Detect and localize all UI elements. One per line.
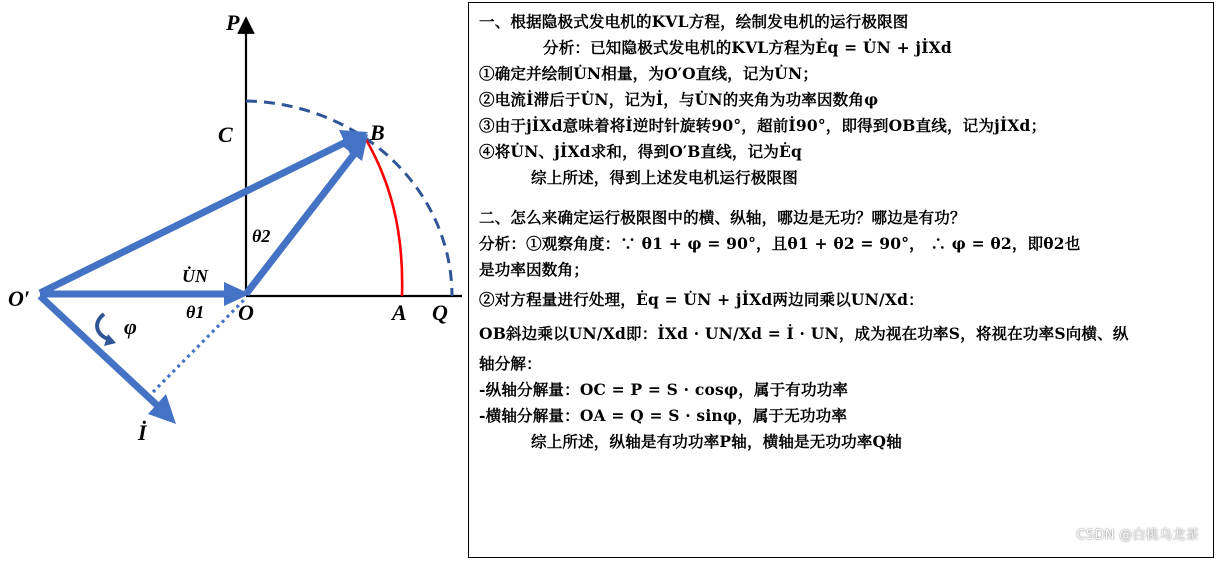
label-c: C: [218, 122, 233, 147]
step-2: ②电流İ滞后于U̇N，记为İ，与U̇N的夹角为功率因数角φ: [479, 90, 879, 109]
jixd-vector-shaft: [246, 153, 355, 294]
analysis-kvl-equation: 分析：已知隐极式发电机的KVL方程为Ėq = U̇N + jİXd: [543, 38, 952, 57]
label-phi: φ: [124, 314, 137, 339]
label-i: İ: [138, 420, 147, 445]
label-theta2: θ2: [252, 226, 271, 246]
equation-processing: ②对方程量进行处理，Ėq = U̇N + jİXd两边同乘以UN/Xd：: [479, 290, 924, 309]
analysis-angle-1: 分析：①观察角度：∵ θ1 + φ = 90°，且θ1 + θ2 = 90°， ∴ φ = θ2，即θ2也: [479, 234, 1081, 253]
label-q: Q: [432, 300, 448, 325]
label-o-prime: O′: [8, 286, 31, 311]
section-2-heading: 二、怎么来确定运行极限图中的横、纵轴，哪边是无功？哪边是有功？: [479, 208, 966, 227]
explanation-textbox: [468, 2, 1214, 558]
label-b: B: [370, 120, 385, 145]
apparent-power-derivation: OB斜边乘以UN/Xd即：İXd · UN/Xd = İ · UN，成为视在功率S，将视在功率S向横、纵: [479, 324, 1129, 343]
label-theta1: θ1: [186, 302, 205, 322]
label-p: P: [226, 10, 240, 35]
step-1: ①确定并绘制U̇N相量，为O′O直线，记为U̇N；: [479, 64, 819, 83]
step-4: ④将U̇N、jİXd求和，得到O′B直线，记为Ėq: [479, 142, 803, 161]
vertical-component: -纵轴分解量：OC = P = S · cosφ，属于有功功率: [479, 380, 849, 399]
horizontal-component: -横轴分解量：OA = Q = S · sinφ，属于无功功率: [479, 406, 848, 425]
phasor-diagram: [0, 0, 470, 564]
i-vector-shaft: [40, 296, 160, 408]
red-arc: [364, 136, 402, 296]
summary-2: 综上所述，纵轴是有功功率P轴，横轴是无功功率Q轴: [531, 432, 902, 451]
dashed-limit-arc: [246, 101, 452, 296]
label-un: U̇N: [182, 266, 208, 286]
step-3: ③由于jİXd意味着将İ逆时针旋转90°，超前İ90°，即得到OB直线，记为jİXd；: [479, 116, 1047, 135]
summary-1: 综上所述，得到上述发电机运行极限图: [531, 168, 798, 187]
section-1-heading: 一、根据隐极式发电机的KVL方程，绘制发电机的运行极限图: [479, 12, 909, 31]
csdn-watermark: CSDN @白桃乌龙茶: [1076, 528, 1199, 543]
analysis-angle-2: 是功率因数角；: [479, 260, 589, 279]
label-a: A: [392, 300, 407, 325]
axis-decomposition: 轴分解：: [479, 354, 542, 373]
label-o: O: [238, 300, 254, 325]
